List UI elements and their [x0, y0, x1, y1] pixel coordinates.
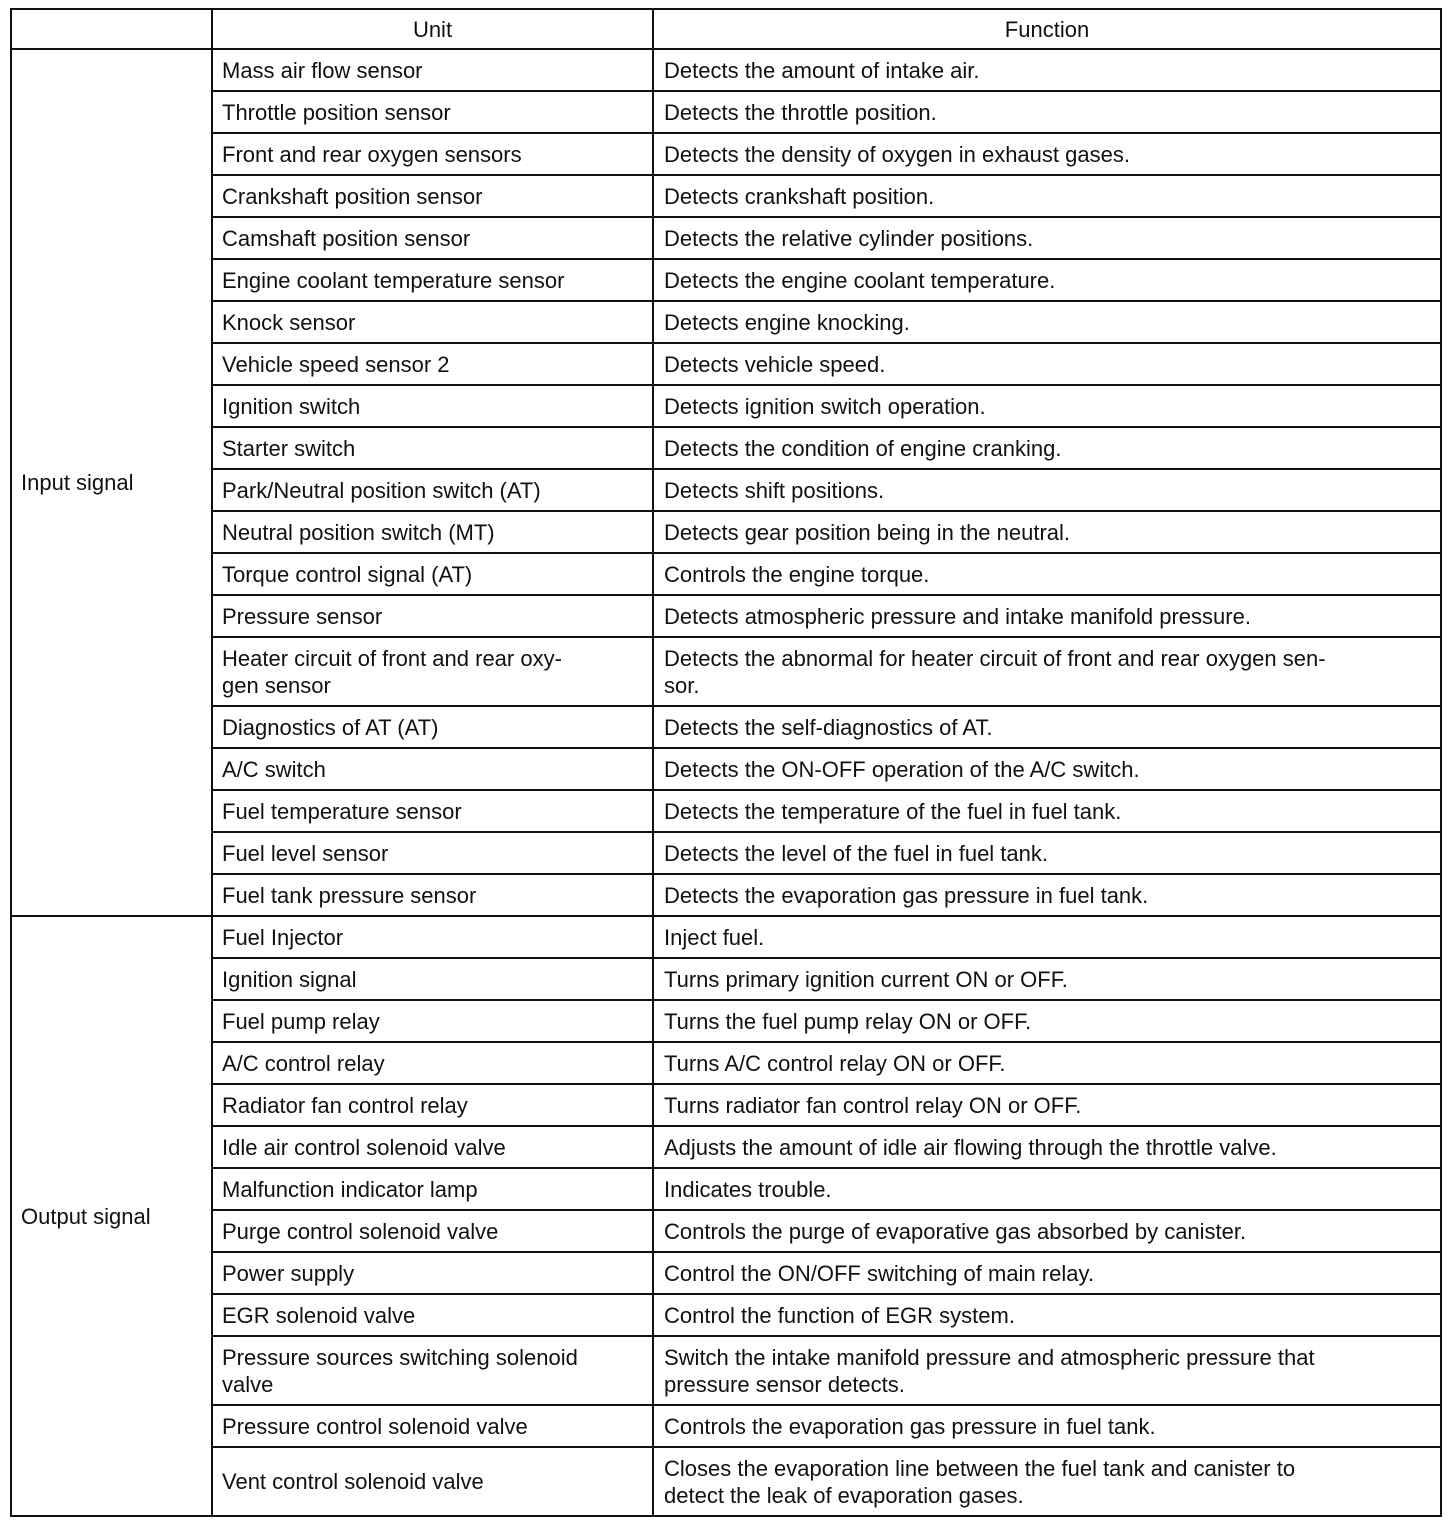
unit-cell: Pressure sensor	[212, 595, 653, 637]
table-row	[11, 748, 1441, 790]
function-cell: Controls the engine torque.	[653, 553, 1441, 595]
unit-cell: Purge control solenoid valve	[212, 1210, 653, 1252]
table-row	[11, 706, 1441, 748]
unit-cell: Park/Neutral position switch (AT)	[212, 469, 653, 511]
unit-cell: Ignition switch	[212, 385, 653, 427]
function-cell: Turns the fuel pump relay ON or OFF.	[653, 1000, 1441, 1042]
unit-cell: A/C switch	[212, 748, 653, 790]
function-cell: Detects vehicle speed.	[653, 343, 1441, 385]
group-label: Output signal	[11, 916, 212, 1516]
unit-cell: Torque control signal (AT)	[212, 553, 653, 595]
function-cell: Detects engine knocking.	[653, 301, 1441, 343]
table-row	[11, 427, 1441, 469]
header-row	[11, 9, 1441, 49]
unit-cell: Ignition signal	[212, 958, 653, 1000]
table-row	[11, 1210, 1441, 1252]
unit-cell: Crankshaft position sensor	[212, 175, 653, 217]
table-row	[11, 1447, 1441, 1516]
table-row	[11, 1405, 1441, 1447]
table-row	[11, 553, 1441, 595]
unit-cell: Power supply	[212, 1252, 653, 1294]
function-cell: Detects the amount of intake air.	[653, 49, 1441, 91]
unit-cell: EGR solenoid valve	[212, 1294, 653, 1336]
function-cell: Control the ON/OFF switching of main relay.	[653, 1252, 1441, 1294]
function-cell: Detects crankshaft position.	[653, 175, 1441, 217]
function-cell: Control the function of EGR system.	[653, 1294, 1441, 1336]
function-cell: Detects the throttle position.	[653, 91, 1441, 133]
function-cell: Turns radiator fan control relay ON or OFF.	[653, 1084, 1441, 1126]
unit-cell: Radiator fan control relay	[212, 1084, 653, 1126]
unit-cell: Diagnostics of AT (AT)	[212, 706, 653, 748]
unit-cell: Fuel tank pressure sensor	[212, 874, 653, 916]
table-row	[11, 790, 1441, 832]
unit-cell: Throttle position sensor	[212, 91, 653, 133]
unit-cell: Fuel level sensor	[212, 832, 653, 874]
table-row	[11, 175, 1441, 217]
table-row	[11, 595, 1441, 637]
table-row	[11, 217, 1441, 259]
unit-cell: Front and rear oxygen sensors	[212, 133, 653, 175]
function-cell: Detects the abnormal for heater circuit of front and rear oxygen sen- sor.	[653, 637, 1441, 706]
header-unit: Unit	[212, 9, 653, 49]
unit-cell: Fuel pump relay	[212, 1000, 653, 1042]
table-row	[11, 343, 1441, 385]
function-cell: Detects the engine coolant temperature.	[653, 259, 1441, 301]
header-function: Function	[653, 9, 1441, 49]
table-row	[11, 133, 1441, 175]
function-cell: Turns primary ignition current ON or OFF.	[653, 958, 1441, 1000]
unit-cell: Pressure control solenoid valve	[212, 1405, 653, 1447]
table-row	[11, 637, 1441, 706]
unit-function-table	[10, 8, 1442, 1517]
function-cell: Closes the evaporation line between the fuel tank and canister to detect the leak of evaporation gases.	[653, 1447, 1441, 1516]
function-cell: Detects the relative cylinder positions.	[653, 217, 1441, 259]
header-blank	[11, 9, 212, 49]
table-row	[11, 916, 1441, 958]
table-row	[11, 49, 1441, 91]
function-cell: Controls the evaporation gas pressure in fuel tank.	[653, 1405, 1441, 1447]
table-row	[11, 1294, 1441, 1336]
function-cell: Detects the level of the fuel in fuel tank.	[653, 832, 1441, 874]
function-cell: Detects the temperature of the fuel in fuel tank.	[653, 790, 1441, 832]
table-row	[11, 1336, 1441, 1405]
unit-cell: Vent control solenoid valve	[212, 1447, 653, 1516]
function-cell: Detects gear position being in the neutral.	[653, 511, 1441, 553]
function-cell: Switch the intake manifold pressure and atmospheric pressure that pressure sensor detects.	[653, 1336, 1441, 1405]
function-cell: Indicates trouble.	[653, 1168, 1441, 1210]
table-row	[11, 1084, 1441, 1126]
table-row	[11, 91, 1441, 133]
unit-cell: Pressure sources switching solenoid valve	[212, 1336, 653, 1405]
function-cell: Detects the evaporation gas pressure in fuel tank.	[653, 874, 1441, 916]
function-cell: Adjusts the amount of idle air flowing through the throttle valve.	[653, 1126, 1441, 1168]
table-row	[11, 1042, 1441, 1084]
function-cell: Detects atmospheric pressure and intake manifold pressure.	[653, 595, 1441, 637]
unit-cell: Engine coolant temperature sensor	[212, 259, 653, 301]
function-cell: Detects ignition switch operation.	[653, 385, 1441, 427]
function-cell: Detects the self-diagnostics of AT.	[653, 706, 1441, 748]
table-row	[11, 832, 1441, 874]
unit-cell: Mass air flow sensor	[212, 49, 653, 91]
unit-cell: A/C control relay	[212, 1042, 653, 1084]
unit-cell: Heater circuit of front and rear oxy- gen sensor	[212, 637, 653, 706]
unit-cell: Starter switch	[212, 427, 653, 469]
function-cell: Turns A/C control relay ON or OFF.	[653, 1042, 1441, 1084]
table-row	[11, 874, 1441, 916]
table-row	[11, 385, 1441, 427]
unit-cell: Vehicle speed sensor 2	[212, 343, 653, 385]
function-cell: Detects the condition of engine cranking.	[653, 427, 1441, 469]
table-row	[11, 1000, 1441, 1042]
function-cell: Detects the ON-OFF operation of the A/C switch.	[653, 748, 1441, 790]
unit-cell: Knock sensor	[212, 301, 653, 343]
unit-cell: Malfunction indicator lamp	[212, 1168, 653, 1210]
group-label: Input signal	[11, 49, 212, 916]
table-row	[11, 1126, 1441, 1168]
unit-cell: Camshaft position sensor	[212, 217, 653, 259]
table-row	[11, 1168, 1441, 1210]
function-cell: Detects shift positions.	[653, 469, 1441, 511]
table-row	[11, 259, 1441, 301]
function-cell: Inject fuel.	[653, 916, 1441, 958]
table-row	[11, 469, 1441, 511]
table-row	[11, 511, 1441, 553]
table-row	[11, 301, 1441, 343]
function-cell: Detects the density of oxygen in exhaust gases.	[653, 133, 1441, 175]
unit-cell: Fuel Injector	[212, 916, 653, 958]
function-cell: Controls the purge of evaporative gas absorbed by canister.	[653, 1210, 1441, 1252]
unit-cell: Neutral position switch (MT)	[212, 511, 653, 553]
table-row	[11, 1252, 1441, 1294]
table-row	[11, 958, 1441, 1000]
unit-cell: Fuel temperature sensor	[212, 790, 653, 832]
table-body	[11, 49, 1441, 1516]
unit-cell: Idle air control solenoid valve	[212, 1126, 653, 1168]
